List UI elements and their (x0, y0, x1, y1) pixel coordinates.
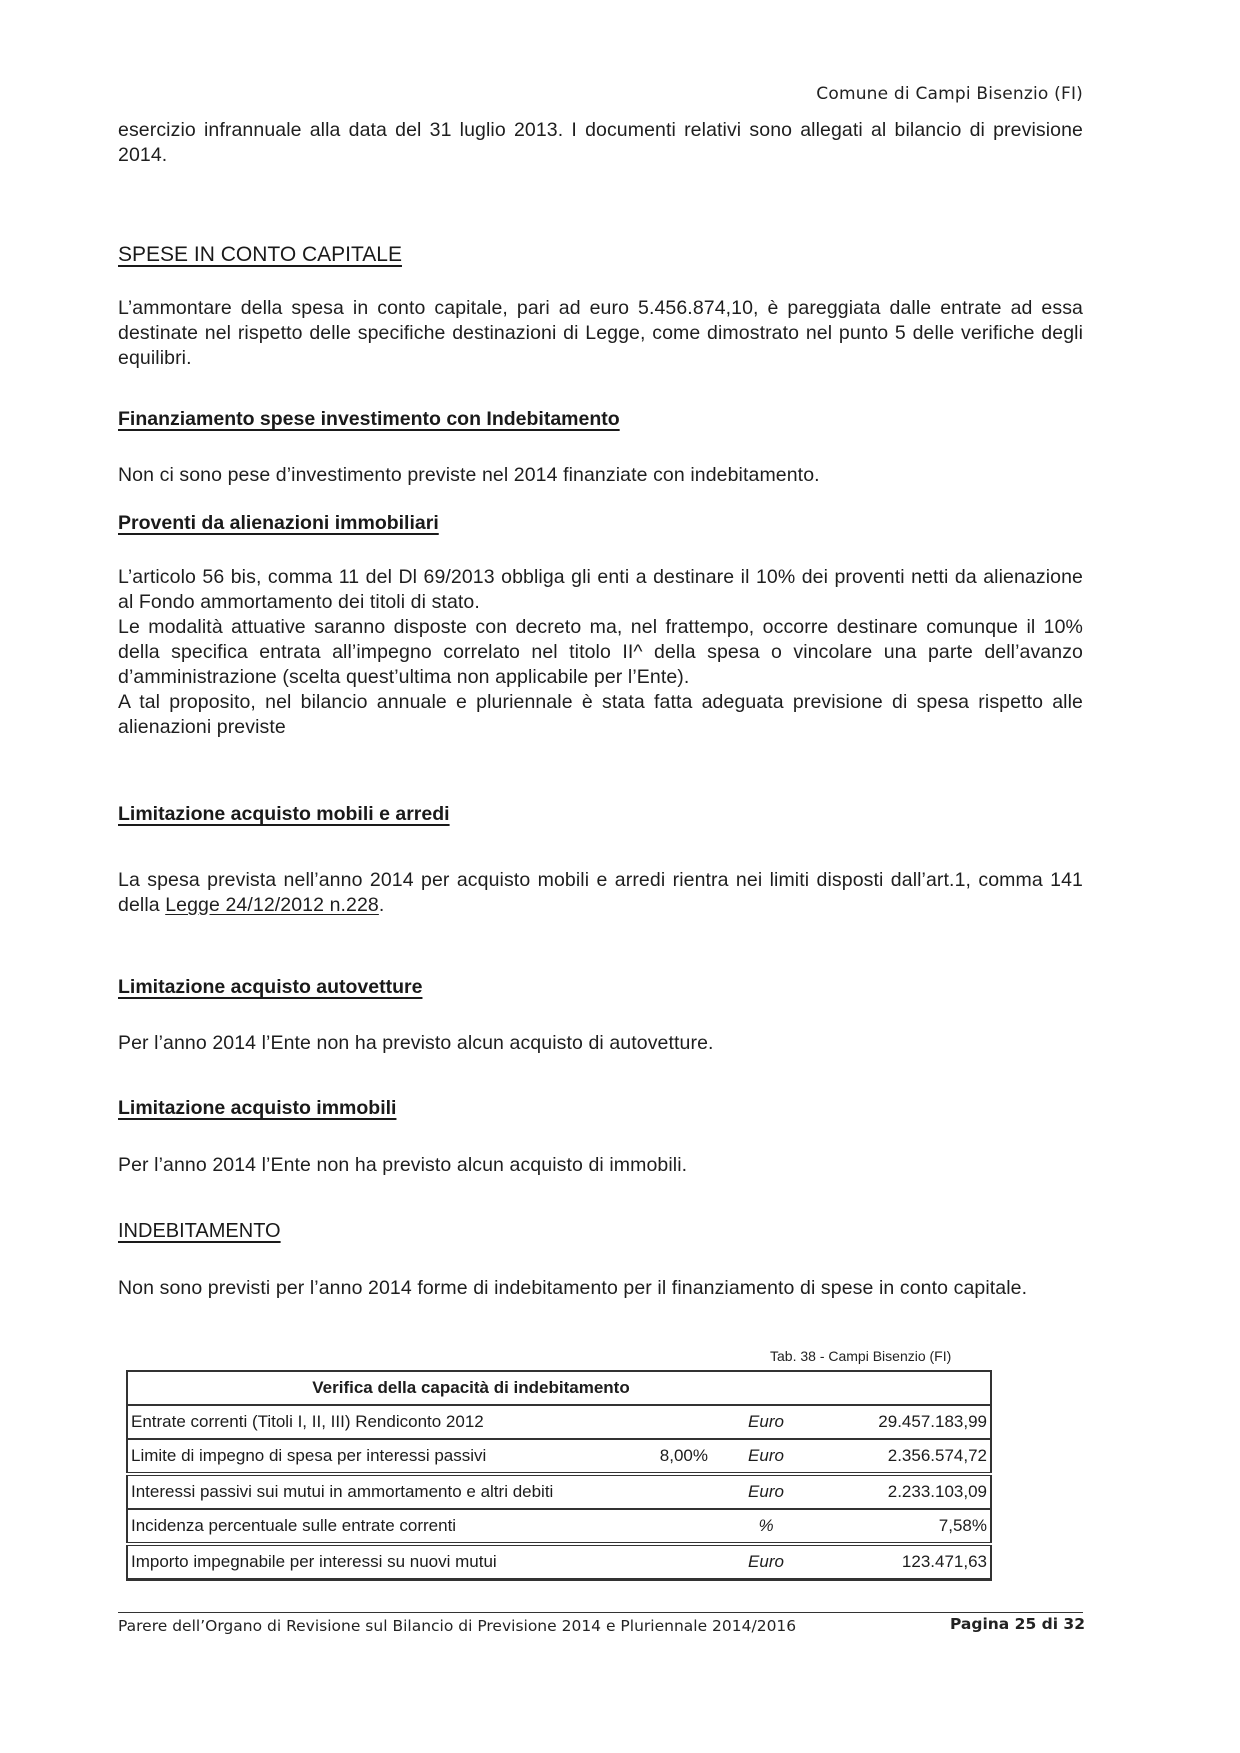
page-header: Comune di Campi Bisenzio (FI) (816, 84, 1083, 104)
section-title-proventi: Proventi da alienazioni immobiliari (118, 512, 439, 534)
row-value: 29.457.183,99 (814, 1405, 991, 1439)
spese-capitale-text: L’ammontare della spesa in conto capitale, pari ad euro 5.456.874,10, è pareggiata dalle entrate ad essa destinate nel rispetto delle specifiche destinazioni di Legge, come dimostrato nel punto 5 delle verifiche degli equilibri. (118, 297, 1083, 369)
indebitamento-text: Non sono previsti per l’anno 2014 forme di indebitamento per il finanziamento di spese in conto capitale. (118, 1277, 1028, 1299)
footer-divider (118, 1612, 1083, 1613)
row-label: Incidenza percentuale sulle entrate correnti (127, 1509, 625, 1544)
section-title-indebitamento: INDEBITAMENTO (118, 1220, 281, 1242)
table-row (127, 1544, 991, 1580)
section-title-finanziamento: Finanziamento spese investimento con Indebitamento (118, 408, 620, 430)
section-title-immobili: Limitazione acquisto immobili (118, 1097, 397, 1119)
proventi-text-3: A tal proposito, nel bilancio annuale e pluriennale è stata fatta adeguata previsione di spesa rispetto alle alienazioni previste (118, 691, 1083, 738)
row-label: Importo impegnabile per interessi su nuovi mutui (127, 1544, 625, 1580)
row-pct (625, 1405, 718, 1439)
row-unit: Euro (718, 1474, 814, 1509)
indebitamento-paragraph (118, 1276, 1083, 1301)
row-unit: % (718, 1509, 814, 1544)
row-label: Interessi passivi sui mutui in ammortamento e altri debiti (127, 1474, 625, 1509)
proventi-text-2: Le modalità attuative saranno disposte con decreto ma, nel frattempo, occorre destinare comunque il 10% della specifica entrata all’impegno correlato nel titolo II^ della spesa o vincolare una parte dell’avanzo d’amministrazione (scelta quest’ultima non applicabile per l’Ente). (118, 616, 1083, 688)
row-pct (625, 1509, 718, 1544)
row-pct: 8,00% (625, 1439, 718, 1474)
row-pct (625, 1474, 718, 1509)
row-unit: Euro (718, 1544, 814, 1580)
finanziamento-paragraph (118, 463, 1083, 488)
row-unit: Euro (718, 1405, 814, 1439)
table-title-row (127, 1371, 991, 1405)
page-number: Pagina 25 di 32 (949, 1615, 1085, 1633)
row-unit: Euro (718, 1439, 814, 1474)
table-row (127, 1405, 991, 1439)
spese-capitale-paragraph (118, 296, 1083, 371)
table-title: Verifica della capacità di indebitamento (127, 1371, 814, 1405)
table-row (127, 1439, 991, 1474)
row-value: 7,58% (814, 1509, 991, 1544)
table-row (127, 1474, 991, 1509)
intro-text: esercizio infrannuale alla data del 31 luglio 2013. I documenti relativi sono allegati al bilancio di previsione 2014. (118, 119, 1083, 166)
section-title-autovetture: Limitazione acquisto autovetture (118, 976, 423, 998)
autovetture-paragraph (118, 1031, 1083, 1056)
footer-title: Parere dell’Organo di Revisione sul Bilancio di Previsione 2014 e Pluriennale 2014/2016 (118, 1617, 797, 1635)
autovetture-text: Per l’anno 2014 l’Ente non ha previsto alcun acquisto di autovetture. (118, 1032, 714, 1054)
mobili-text (118, 868, 1083, 918)
row-pct (625, 1544, 718, 1580)
row-value: 123.471,63 (814, 1544, 991, 1580)
legge-reference-link[interactable]: Legge 24/12/2012 n.228 (165, 894, 379, 916)
section-title-spese-capitale: SPESE IN CONTO CAPITALE (118, 243, 402, 266)
section-title-mobili: Limitazione acquisto mobili e arredi (118, 803, 450, 825)
proventi-paragraph (118, 565, 1083, 740)
intro-paragraph (118, 118, 1083, 168)
mobili-text-post: . (378, 894, 385, 916)
table-caption: Tab. 38 - Campi Bisenzio (FI) (770, 1348, 952, 1364)
mobili-paragraph (118, 868, 1083, 918)
table-title-empty (814, 1371, 991, 1405)
mobili-text-pre: La spesa prevista nell’anno 2014 per acquisto mobili e arredi rientra nei limiti disposti dall’art.1, comma 141 della (118, 869, 1083, 916)
row-value: 2.356.574,72 (814, 1439, 991, 1474)
row-label: Entrate correnti (Titoli I, II, III) Rendiconto 2012 (127, 1405, 625, 1439)
row-value: 2.233.103,09 (814, 1474, 991, 1509)
row-label: Limite di impegno di spesa per interessi passivi (127, 1439, 625, 1474)
immobili-text: Per l’anno 2014 l’Ente non ha previsto alcun acquisto di immobili. (118, 1154, 688, 1176)
proventi-text-1: L’articolo 56 bis, comma 11 del Dl 69/2013 obbliga gli enti a destinare il 10% dei proventi netti da alienazione al Fondo ammortamento dei titoli di stato. (118, 566, 1083, 613)
finanziamento-text: Non ci sono pese d’investimento previste nel 2014 finanziate con indebitamento. (118, 464, 820, 486)
table-row (127, 1509, 991, 1544)
debt-capacity-table (126, 1370, 992, 1581)
immobili-paragraph (118, 1153, 1083, 1178)
